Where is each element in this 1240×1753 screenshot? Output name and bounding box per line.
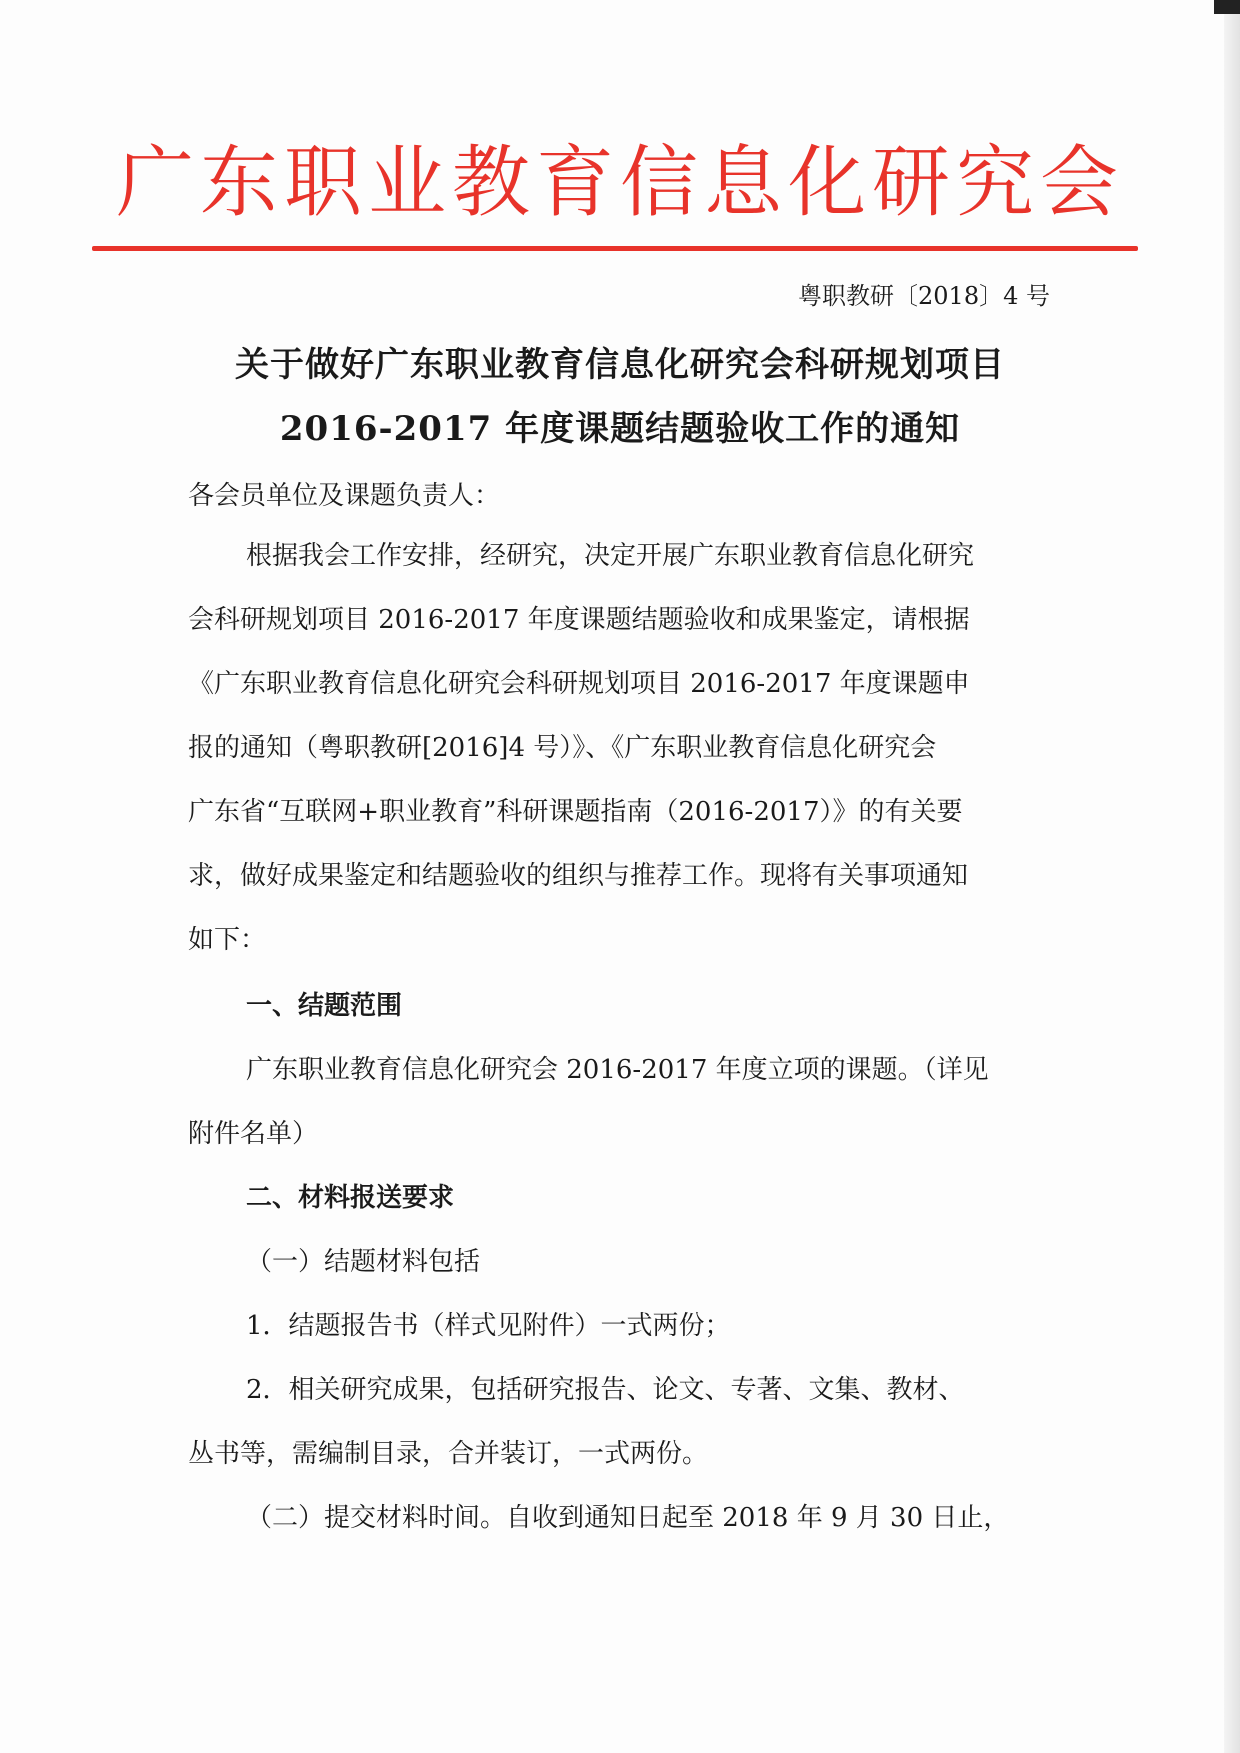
notice-title-line-1: 关于做好广东职业教育信息化研究会科研规划项目	[235, 345, 1005, 385]
notice-title-line-2: 2016-2017 年度课题结题验收工作的通知	[279, 409, 961, 449]
section-2-sub-2: （二）提交材料时间。自收到通知日起至 2018 年 9 月 30 日止，	[246, 1503, 1010, 1533]
section-2-item-1: 1．结题报告书（样式见附件）一式两份；	[246, 1311, 731, 1341]
section-1-line-1: 广东职业教育信息化研究会 2016-2017 年度立项的课题。（详见	[246, 1055, 989, 1085]
scan-edge	[1224, 0, 1240, 1753]
section-2-item-2-line-2: 丛书等，需编制目录，合并装订，一式两份。	[188, 1439, 709, 1469]
intro-line-5: 广东省“互联网+职业教育”科研课题指南（2016-2017）》的有关要	[188, 797, 963, 827]
intro-line-3: 《广东职业教育信息化研究会科研规划项目 2016-2017 年度课题申	[188, 669, 970, 699]
section-1-heading: 一、结题范围	[246, 991, 403, 1021]
section-2-heading: 二、材料报送要求	[246, 1183, 455, 1213]
intro-line-2: 会科研规划项目 2016-2017 年度课题结题验收和成果鉴定，请根据	[188, 605, 970, 635]
section-2-item-2-line-1: 2．相关研究成果，包括研究报告、论文、专著、文集、教材、	[246, 1375, 965, 1405]
intro-line-7: 如下：	[188, 925, 267, 955]
intro-line-4: 报的通知（粤职教研[2016]4 号）》、《广东职业教育信息化研究会	[188, 733, 937, 763]
letterhead-red-rule	[92, 246, 1138, 251]
scan-corner-mark	[1214, 0, 1240, 14]
section-2-sub-1: （一）结题材料包括	[246, 1247, 481, 1277]
salutation: 各会员单位及课题负责人：	[188, 481, 501, 511]
letterhead-org-name: 广东职业教育信息化研究会	[115, 138, 1124, 228]
section-1-line-2: 附件名单）	[188, 1119, 319, 1149]
intro-line-1: 根据我会工作安排，经研究，决定开展广东职业教育信息化研究	[246, 541, 975, 571]
document-number: 粤职教研〔2018〕4 号	[798, 282, 1050, 310]
intro-line-6: 求，做好成果鉴定和结题验收的组织与推荐工作。现将有关事项通知	[188, 861, 969, 891]
